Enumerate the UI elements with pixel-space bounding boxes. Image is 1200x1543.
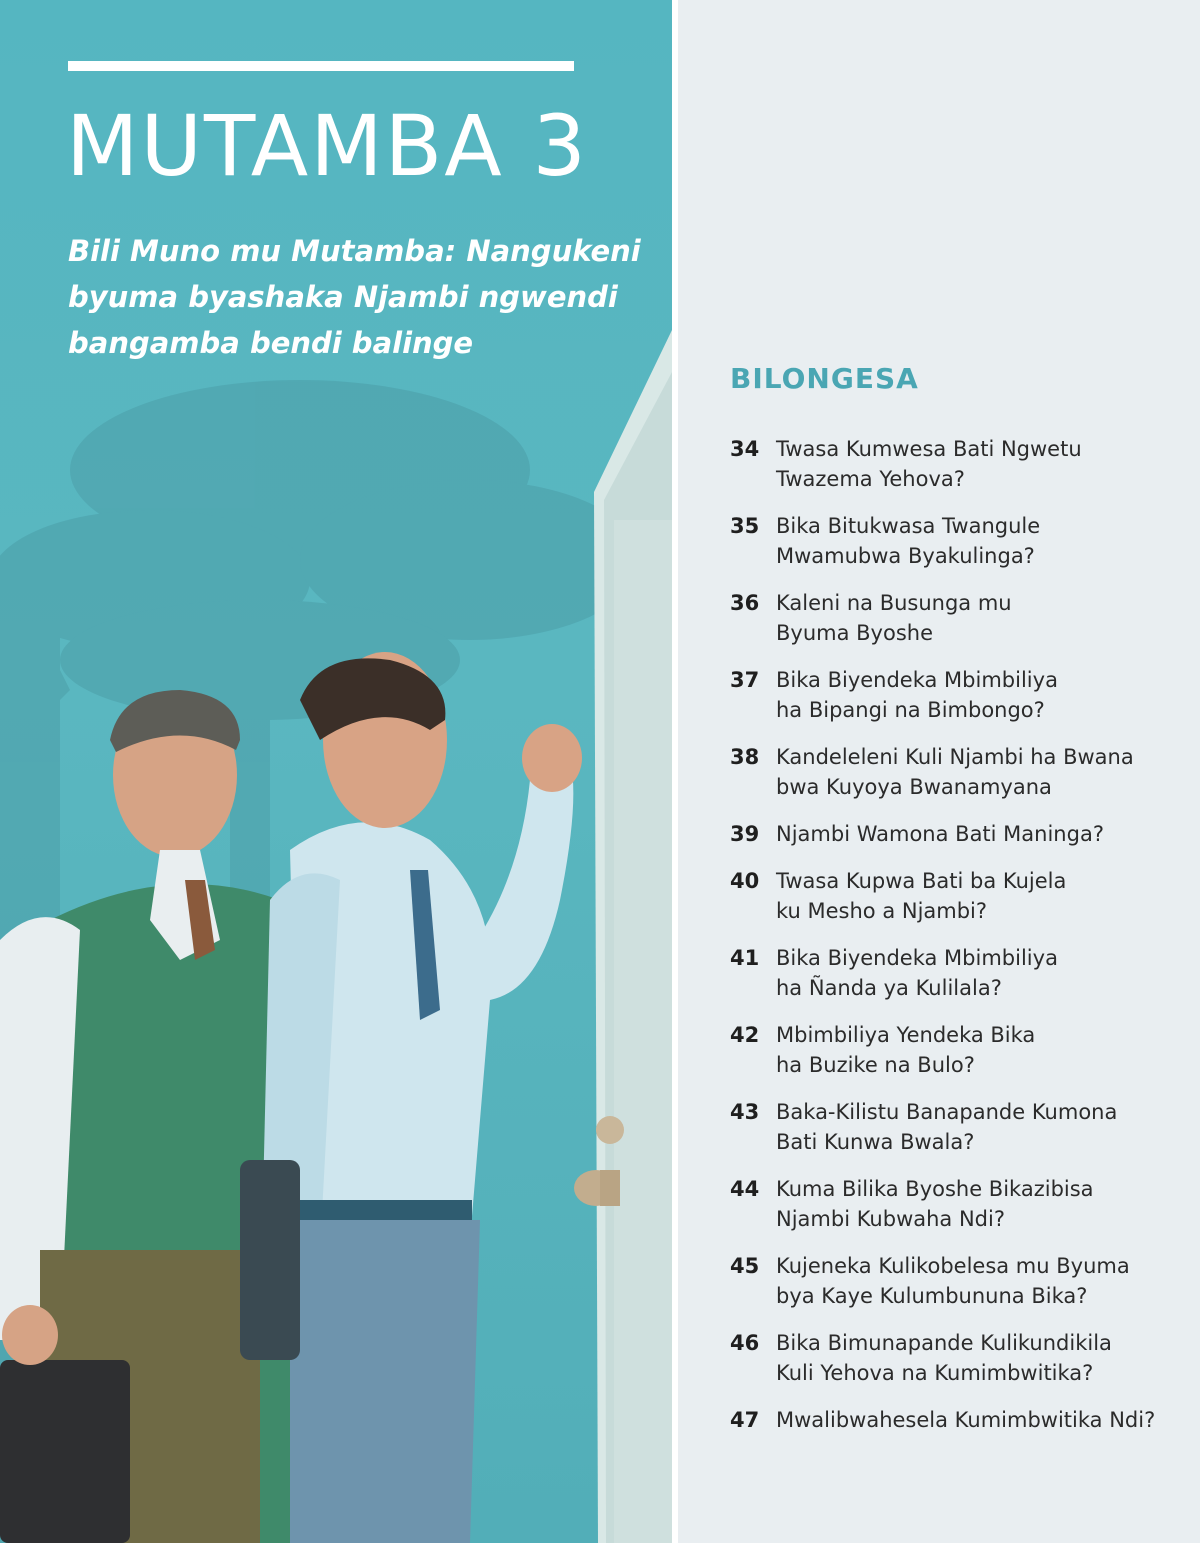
- part-title: MUTAMBA 3: [66, 97, 588, 195]
- lesson-number: 43: [730, 1100, 760, 1124]
- contents-item[interactable]: [730, 1405, 1180, 1435]
- lesson-title: Bika Biyendeka Mbimbiliya ha Bipangi na Bimbongo?: [776, 668, 1058, 722]
- contents-item[interactable]: [730, 1020, 1180, 1080]
- contents-item[interactable]: [730, 943, 1180, 1003]
- contents-item[interactable]: [730, 866, 1180, 926]
- lesson-number: 44: [730, 1177, 760, 1201]
- lesson-number: 47: [730, 1408, 760, 1432]
- lesson-title: Njambi Wamona Bati Maninga?: [776, 822, 1104, 846]
- contents-item[interactable]: [730, 1097, 1180, 1157]
- contents-list: [730, 434, 1180, 1452]
- part-subtitle: Bili Muno mu Mutamba: Nangukeni byuma byashaka Njambi ngwendi bangamba bendi balinge: [68, 234, 641, 360]
- lesson-number: 41: [730, 946, 760, 970]
- lesson-title: Twasa Kumwesa Bati Ngwetu Twazema Yehova?: [776, 437, 1082, 491]
- lesson-number: 39: [730, 822, 760, 846]
- lesson-title: Kaleni na Busunga mu Byuma Byoshe: [776, 591, 1012, 645]
- lesson-title: Kuma Bilika Byoshe Bikazibisa Njambi Kubwaha Ndi?: [776, 1177, 1094, 1231]
- lesson-number: 45: [730, 1254, 760, 1278]
- contents-item[interactable]: [730, 434, 1180, 494]
- contents-item[interactable]: [730, 819, 1180, 849]
- lesson-number: 42: [730, 1023, 760, 1047]
- contents-heading: BILONGESA: [730, 362, 919, 395]
- lesson-number: 40: [730, 869, 760, 893]
- contents-item[interactable]: [730, 1174, 1180, 1234]
- contents-item[interactable]: [730, 742, 1180, 802]
- lesson-number: 34: [730, 437, 760, 461]
- lesson-title: Bika Biyendeka Mbimbiliya ha Ñanda ya Kulilala?: [776, 946, 1058, 1000]
- lesson-number: 36: [730, 591, 760, 615]
- lesson-number: 35: [730, 514, 760, 538]
- contents-item[interactable]: [730, 511, 1180, 571]
- contents-item[interactable]: [730, 1328, 1180, 1388]
- title-rule: [68, 61, 574, 71]
- contents-item[interactable]: [730, 588, 1180, 648]
- lesson-number: 46: [730, 1331, 760, 1355]
- lesson-title: Twasa Kupwa Bati ba Kujela ku Mesho a Njambi?: [776, 869, 1067, 923]
- lesson-title: Mwalibwahesela Kumimbwitika Ndi?: [776, 1408, 1156, 1432]
- contents-item[interactable]: [730, 665, 1180, 725]
- lesson-title: Mbimbiliya Yendeka Bika ha Buzike na Bulo?: [776, 1023, 1036, 1077]
- contents-item[interactable]: [730, 1251, 1180, 1311]
- lesson-title: Kujeneka Kulikobelesa mu Byuma bya Kaye Kulumbununa Bika?: [776, 1254, 1130, 1308]
- lesson-number: 38: [730, 745, 760, 769]
- lesson-title: Kandeleleni Kuli Njambi ha Bwana bwa Kuyoya Bwanamyana: [776, 745, 1134, 799]
- lesson-number: 37: [730, 668, 760, 692]
- lesson-title: Bika Bitukwasa Twangule Mwamubwa Byakulinga?: [776, 514, 1041, 568]
- young-man-figure: [240, 652, 582, 1543]
- lesson-title: Bika Bimunapande Kulikundikila Kuli Yehova na Kumimbwitika?: [776, 1331, 1112, 1385]
- lesson-title: Baka-Kilistu Banapande Kumona Bati Kunwa Bwala?: [776, 1100, 1118, 1154]
